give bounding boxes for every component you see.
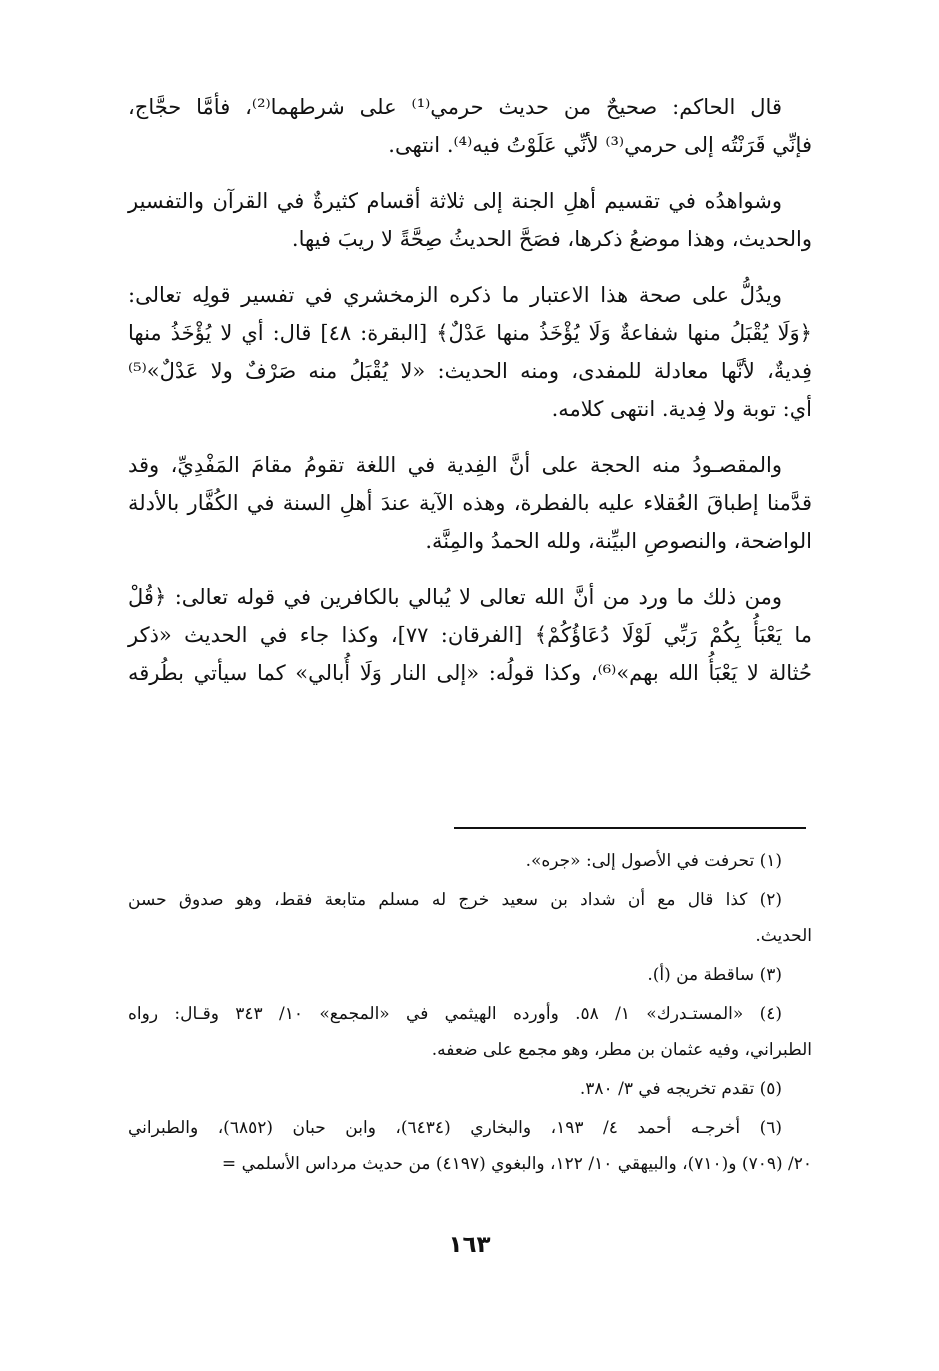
text-line: أي: توبة ولا فِدية. انتهى كلامه.: [551, 397, 812, 421]
footnote-1: [128, 843, 812, 879]
paragraph-3: [128, 276, 812, 428]
footnote-5: [128, 1071, 812, 1107]
text-line: ﴿وَلَا يُقْبَلُ منها شفاعةٌ وَلَا يُؤْخَذُ منها عَدْلٌ﴾ [البقرة: ٤٨] قال: أي لا يُؤْخَذُ منها: [128, 321, 812, 345]
footnote-line: (٣) ساقطة من (أ).: [647, 965, 782, 985]
text-line: والمقصـودُ منه الحجة على أنَّ الفِدية في اللغة تقومُ مقامَ المَفْدِيِّ، وقد: [128, 453, 782, 477]
footnote-line: (٦) أخرجـه أحمد ٤/ ١٩٣، والبخاري (٦٤٣٤)، وابن حبان (٦٨٥٢)، والطبراني: [128, 1118, 783, 1138]
main-text: [128, 88, 812, 710]
footnote-line: (٤) «المستـدرك» ١/ ٥٨. وأورده الهيثمي في «المجمع» ١٠/ ٣٤٣ وقـال: رواه: [128, 1004, 782, 1024]
footnote-6: [128, 1110, 812, 1182]
footnote-line: (٥) تقدم تخريجه في ٣/ ٣٨٠.: [579, 1079, 782, 1099]
text-line: وشواهدُه في تقسيم أهلِ الجنة إلى ثلاثة أقسام كثيرةٌ في القرآن والتفسير: [128, 189, 782, 213]
footnote-separator: [454, 827, 806, 829]
text-line: حُثالة لا يَعْبَأُ الله بهم»⁽⁶⁾، وكذا قولُه: «إلى النار وَلَا أُبالي» كما سيأتي بطُرقه: [128, 661, 812, 685]
footnote-4: [128, 996, 812, 1068]
footnote-line: الطبراني، وفيه عثمان بن مطر، وهو مجمع على ضعفه.: [431, 1040, 812, 1060]
text-line: الواضحة، والنصوصِ البيِّنة، ولله الحمدُ والمِنَّة.: [425, 529, 812, 553]
text-line: ومن ذلك ما ورد من أنَّ الله تعالى لا يُبالي بالكافرين في قوله تعالى: ﴿قُلْ: [128, 585, 782, 609]
paragraph-4: [128, 446, 812, 560]
text-line: فِديةٌ، لأنَّها معادلة للمفدى، ومنه الحديث: «لا يُقْبَلُ منه صَرْفٌ ولا عَدْلٌ»⁽⁵⁾: [128, 359, 812, 383]
footnote-line: ٢٠/ (٧٠٩) و(٧١٠)، والبيهقي ١٠/ ١٢٢، والبغوي (٤١٩٧) من حديث مرداس الأسلمي =: [221, 1154, 812, 1174]
page-number: ١٦٣: [448, 1232, 491, 1258]
footnote-2: [128, 882, 812, 954]
text-line: ويدُلُّ على صحة هذا الاعتبار ما ذكره الزمخشري في تفسير قولِه تعالى:: [128, 283, 782, 307]
text-line: فإنِّي قَرَنْتُه إلى حرمي⁽³⁾ لأنِّي عَلَوْتُ فيه⁽⁴⁾. انتهى.: [388, 133, 812, 157]
text-line: قدَّمنا إطباقَ العُقلاء عليه بالفطرة، وهذه الآية عندَ أهلِ السنة في الكُفَّار بالأدلة: [128, 491, 812, 515]
text-line: ما يَعْبَأُ بِكُمْ رَبِّي لَوْلَا دُعَاؤُكُمْ﴾ [الفرقان: ٧٧]، وكذا جاء في الحديث «ذكر: [128, 623, 812, 647]
text-line: والحديث، وهذا موضعُ ذكرها، فصَحَّ الحديثُ صِحَّةً لا ريبَ فيها.: [291, 227, 812, 251]
paragraph-2: [128, 182, 812, 258]
footnote-line: (٢) كذا قال مع أن شداد بن سعيد خرج له مسلم متابعة فقط، وهو صدوق حسن: [128, 890, 782, 910]
footnote-line: (١) تحرفت في الأصول إلى: «جره».: [525, 851, 782, 871]
footnote-3: [128, 957, 812, 993]
text-line: قال الحاكم: صحيحٌ من حديث حرمي⁽¹⁾ على شرطهما⁽²⁾، فأمَّا حجَّاج،: [128, 95, 782, 119]
footnotes: [128, 843, 812, 1185]
paragraph-5: [128, 578, 812, 692]
paragraph-1: [128, 88, 812, 164]
footnote-line: الحديث.: [755, 926, 812, 946]
